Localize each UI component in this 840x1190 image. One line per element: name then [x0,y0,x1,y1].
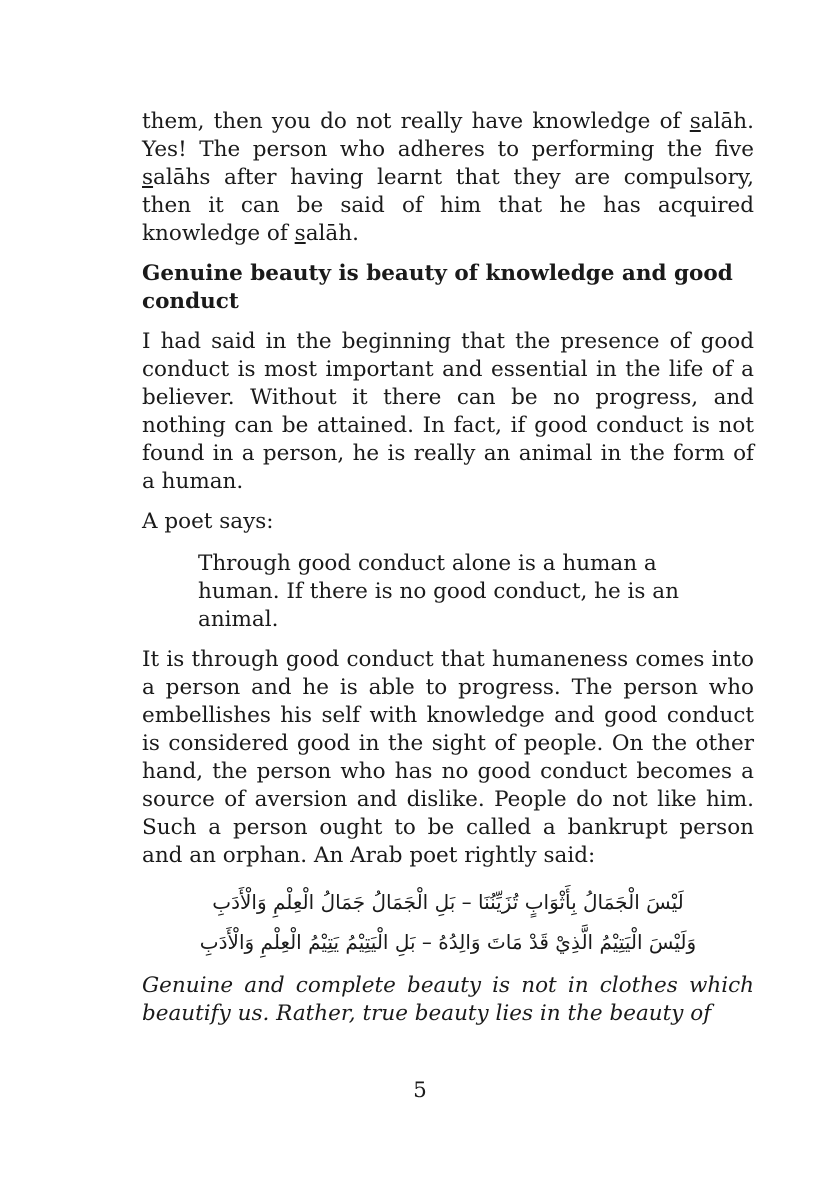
text-run: them, then you do not really have knowledge of [142,109,690,134]
paragraph-translation: Genuine and complete beauty is not in clothes which beautify us. Rather, true beauty lies in the beauty of [142,973,754,1026]
underlined-letter: s [142,165,154,190]
arabic-poem [142,882,754,962]
paragraph-poet-says: A poet says: [142,509,274,534]
section-heading: Genuine beauty is beauty of knowledge and good conduct [142,261,733,314]
text-run: alāhs after having learnt that they are compulsory, then it can be said of him that he has acquired knowledge of [142,165,754,246]
underlined-letter: s [294,221,306,246]
paragraph-humaneness: It is through good conduct that humaneness comes into a person and he is able to progress. The person who embellishes his self with knowledge and good conduct is considered good in the sight of people. On the other hand, the person who has no good conduct becomes a source of aversion and dislike. People do not like him. Such a person ought to be called a bankrupt person and an orphan. An Arab poet rightly said: [142,647,754,868]
text-run: alāh. [305,221,359,246]
underlined-letter: s [689,109,701,134]
page-number: 5 [413,1078,427,1103]
arabic-line-1: لَيْسَ الْجَمَالُ بِأَثْوَابٍ تُزَيِّنُنَا – بَلِ الْجَمَالُ جَمَالُ الْعِلْمِ وَالْأَدَبِ [212,890,684,914]
page-body [142,108,754,1028]
poem-verse: Through good conduct alone is a human a human. If there is no good conduct, he is an animal. [198,551,679,632]
paragraph-good-conduct: I had said in the beginning that the presence of good conduct is most important and essential in the life of a believer. Without it there can be no progress, and nothing can be attained. In fact, if good conduct is not found in a person, he is really an animal in the form of a human. [142,329,754,494]
paragraph-salah-knowledge [142,108,754,248]
text-run: alāh. Yes! The person who adheres to performing the five [142,109,754,162]
arabic-line-2: وَلَيْسَ الْيَتِيْمُ الَّذِيْ قَدْ مَاتَ وَالِدُهُ – بَلِ الْيَتِيْمُ يَتِيْمُ الْعِلْمِ وَالْأَدَبِ [199,930,697,954]
